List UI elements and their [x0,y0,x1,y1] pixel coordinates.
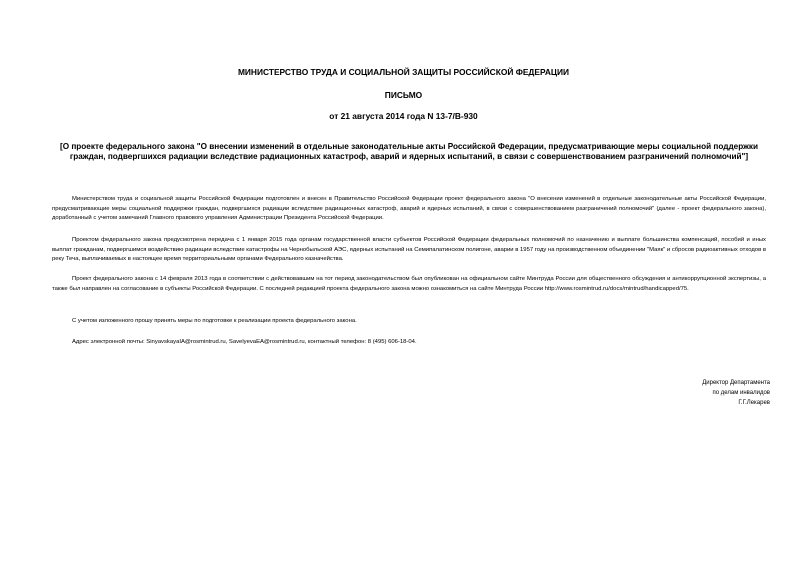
body-paragraph-3: Проект федерального закона с 14 февраля 2013 года в соответствии с действовавшим на тот период законодательством был опубликован на официальном сайте Минтруда России для общественного обсуждения и антикоррупционной экспертизы, а также был направлен на согласование в субъекты Российской Федерации. С последней редакцией проекта федерального закона можно ознакомиться на сайте Минтруда России http://www.rosmintrud.ru/docs/mintrud/handicapped/75. [52,276,766,292]
document-subject: [О проекте федерального закона "О внесении изменений в отдельные законодательные акты Российской Федерации, предусматривающие меры социальной поддержки граждан, подвергшихся радиации вследствие радиационных катастроф, аварий и ядерных испытаний, в связи с совершенствованием разграничений полномочий"] [59,142,759,162]
signature-position: Директор Департамента [702,380,770,386]
body-paragraph-1: Министерством труда и социальной защиты Российской Федерации подготовлен и внесен в Правительство Российской Федерации проект федерального закона "О внесении изменений в отдельные законодательные акты Российской Федерации, предусматривающие меры социальной поддержки граждан, подвергшихся радиации вследствие радиационных катастроф, аварий и ядерных испытаний, в связи с совершенствованием разграничений полномочий" (далее - проект федерального закона), доработанный с учетом замечаний Главного правового управления Администрации Президента Российской Федерации. [52,196,766,222]
body-paragraph-contacts: Адрес электронной почты: SinyavskayaIA@rosmintrud.ru, SavelyevaEA@rosmintrud.ru, контактный телефон: 8 (495) 606-18-04. [72,339,417,345]
signature-block [570,378,770,409]
signature-name: Г.Г.Лекарев [738,400,770,407]
ministry-title: МИНИСТЕРСТВО ТРУДА И СОЦИАЛЬНОЙ ЗАЩИТЫ РОССИЙСКОЙ ФЕДЕРАЦИИ [237,67,570,77]
body-paragraph-2: Проектом федерального закона предусмотрена передача с 1 января 2015 года органам государственной власти субъектов Российской Федерации федеральных полномочий по назначению и выплате большинства компенсаций, пособий и иных выплат гражданам, подвергшимся воздействию радиации вследствие катастрофы на Чернобыльской АЭС, ядерных испытаний на Семипалатинском полигоне, аварии в 1957 году на производственном объединении "Маяк" и сбросов радиоактивных отходов в реку Теча, выплачиваемых в настоящее время территориальными органами Федерального казначейства. [52,237,766,263]
signature-department: по делам инвалидов [712,390,770,397]
document-date-number: от 21 августа 2014 года N 13-7/В-930 [329,111,478,121]
document-type: ПИСЬМО [384,90,423,100]
body-paragraph-4: С учетом изложенного прошу принять меры по подготовке к реализации проекта федерального закона. [72,318,357,324]
